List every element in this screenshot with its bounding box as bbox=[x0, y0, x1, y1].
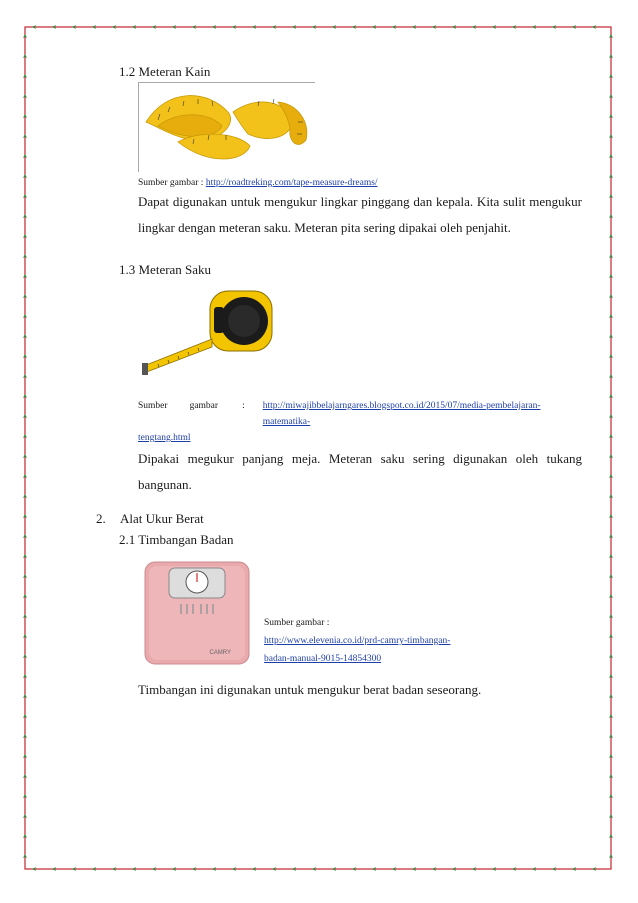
paragraph-1-2: Dapat digunakan untuk mengukur lingkar pinggang dan kepala. Kita sulit mengukur lingkar dengan meteran saku. Meteran pita sering dipakai oleh penjahit. bbox=[138, 194, 582, 235]
caption-source-link[interactable]: http://miwajibbelajarngares.blogspot.co.id/2015/07/media-pembelajaran-matematika- bbox=[262, 401, 541, 427]
section-heading-2-1: 2.1 Timbangan Badan bbox=[119, 532, 234, 547]
caption-source-link[interactable]: http://roadtreking.com/tape-measure-dreams/ bbox=[205, 178, 378, 188]
caption-label: Sumber gambar : bbox=[138, 178, 204, 188]
caption-source-link-continued[interactable]: tengtang.html bbox=[138, 433, 191, 443]
tape-measure-image bbox=[138, 82, 315, 172]
pocket-tape-measure-image bbox=[138, 285, 278, 390]
section-heading-1-2: 1.2 Meteran Kain bbox=[119, 64, 211, 79]
scale-brand-label: CAMRY bbox=[209, 650, 231, 656]
caption-label-gambar: gambar bbox=[189, 401, 219, 411]
section-heading-2: Alat Ukur Berat bbox=[120, 511, 204, 526]
paragraph-1-3: Dipakai megukur panjang meja. Meteran saku sering digunakan oleh tukang bangunan. bbox=[138, 451, 582, 492]
paragraph-2-1: Timbangan ini digunakan untuk mengukur berat badan seseorang. bbox=[138, 682, 482, 697]
caption-colon: : bbox=[242, 401, 245, 411]
image-caption-1-3 bbox=[138, 398, 582, 446]
caption-source-link-continued[interactable]: badan-manual-9015-14854300 bbox=[264, 654, 382, 664]
caption-label: Sumber gambar : bbox=[264, 618, 330, 628]
caption-label-sumber: Sumber bbox=[138, 401, 168, 411]
body-scale-image bbox=[143, 560, 251, 666]
section-number-2: 2. bbox=[96, 511, 106, 526]
caption-source-link[interactable]: http://www.elevenia.co.id/prd-camry-timbangan- bbox=[264, 636, 451, 646]
section-heading-1-3: 1.3 Meteran Saku bbox=[119, 262, 212, 277]
image-caption-2-1 bbox=[264, 615, 450, 667]
